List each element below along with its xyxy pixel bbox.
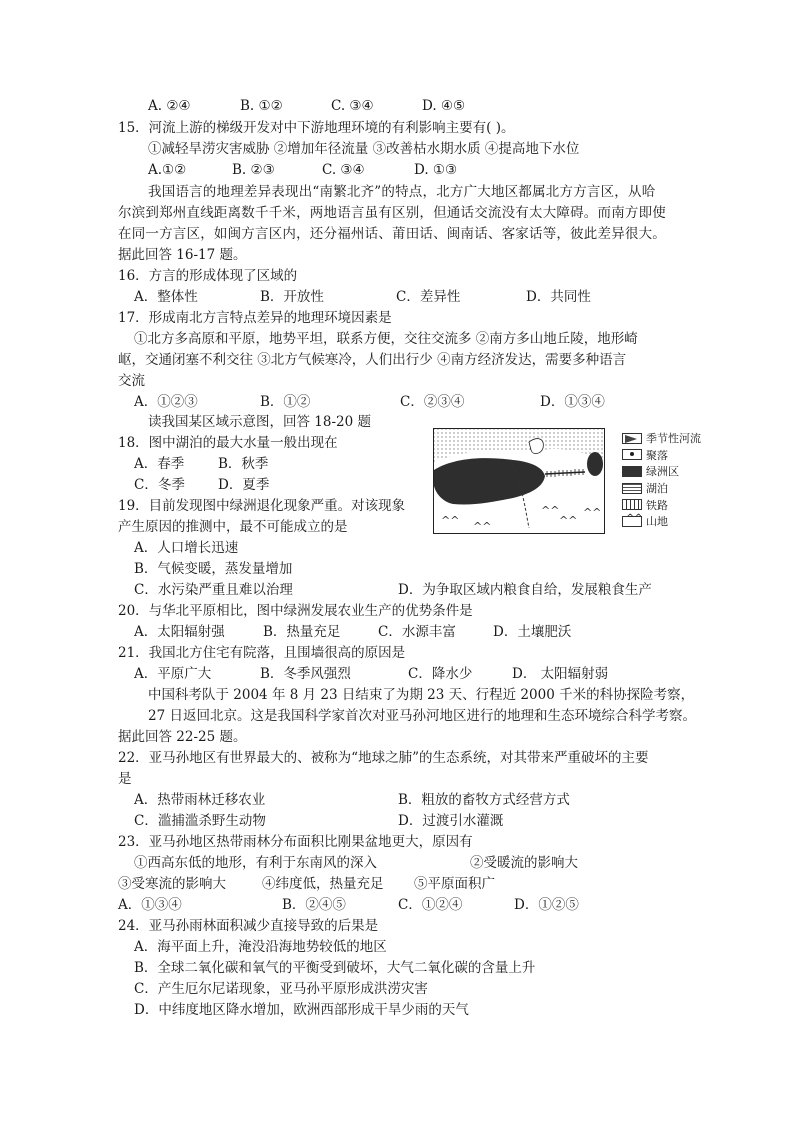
legend-item: [622, 513, 732, 530]
q15-option-a: A.①②: [148, 162, 187, 178]
q23-option-d: D．①②⑤: [514, 897, 579, 913]
q15-option-d: D. ①③: [414, 162, 458, 178]
town-icon: [622, 449, 642, 460]
q19-stem-line-1: 19．目前发现图中绿洲退化现象严重。对该现象: [118, 498, 406, 514]
q24-option-a: A．海平面上升，淹没沿海地势较低的地区: [134, 939, 387, 955]
q24-option-b: B．全球二氧化碳和氧气的平衡受到破坏，大气二氧化碳的含量上升: [134, 960, 536, 976]
passage1-line-2: 尔滨到郑州直线距离数千千米，两地语言虽有区别，但通话交流没有太大障碍。而南方即使: [118, 205, 666, 221]
passage1-line-4: 据此回答 16-17 题。: [118, 247, 247, 263]
q17-option-c: C．②③④: [400, 394, 465, 410]
q20-option-b: B．热量充足: [263, 624, 341, 640]
q14-option-d: D. ④⑤: [422, 98, 466, 114]
q22-option-c: C．滥捕滥杀野生动物: [134, 813, 266, 829]
q14-option-a: A. ②④: [148, 98, 191, 114]
map-intro: 读我国某区域示意图，回答 18-20 题: [148, 414, 372, 430]
q17-stem: 17．形成南北方言特点差异的地理环境因素是: [118, 310, 392, 326]
svg-text:^^: ^^: [541, 504, 560, 517]
q20-option-a: A．太阳辐射强: [134, 624, 225, 640]
q15-items: ①减轻旱涝灾害威胁 ②增加年径流量 ③改善枯水期水质 ④提高地下水位: [148, 141, 580, 157]
oasis-icon: [622, 466, 642, 477]
passage2-line-3: 据此回答 22-25 题。: [118, 729, 247, 745]
svg-text:^^: ^^: [583, 506, 602, 519]
q21-option-c: C．降水少: [408, 666, 473, 682]
q19-option-a: A．人口增长迅速: [134, 540, 239, 556]
legend-item: [622, 496, 732, 513]
q17-option-b: B．①②: [260, 394, 311, 410]
q22-option-d: D．过渡引水灌溉: [398, 813, 504, 829]
q17-line-1: ①北方多高原和平原，地势平坦，联系方便，交往交流多 ②南方多山地丘陵，地形崎: [134, 331, 638, 347]
q14-option-c: C. ③④: [331, 98, 374, 114]
river-icon: [622, 433, 642, 444]
q24-option-d: D．中纬度地区降水增加，欧洲西部形成干旱少雨的天气: [134, 1002, 469, 1018]
q20-option-d: D．土壤肥沃: [493, 624, 572, 640]
q16-option-c: C．差异性: [396, 289, 461, 305]
q23-item-5: ⑤平原面积广: [414, 876, 495, 892]
lake-shape: [529, 439, 543, 454]
q19-option-b: B．气候变暖，蒸发量增加: [134, 561, 293, 577]
q23-item-2: ②受暖流的影响大: [470, 855, 578, 871]
q24-option-c: C．产生厄尔尼诺现象，亚马孙平原形成洪涝灾害: [134, 981, 428, 997]
svg-text:^^: ^^: [559, 514, 578, 527]
passage2-line-1: 中国科考队于 2004 年 8 月 23 日结束了为期 23 天、行程近 2000 千米的科协探险考察，: [148, 687, 695, 703]
q16-option-d: D．共同性: [526, 289, 591, 305]
q24-stem: 24．亚马孙雨林面积减少直接导致的后果是: [118, 918, 379, 934]
passage1-line-1: 我国语言的地理差异表现出“南繁北齐”的特点，北方广大地区都属北方方言区，从哈: [148, 184, 656, 200]
q14-option-b: B. ①②: [240, 98, 283, 114]
q17-option-a: A．①②③: [134, 394, 198, 410]
q23-item-4: ④纬度低，热量充足: [262, 876, 384, 892]
region-map: [433, 428, 605, 534]
q22-stem-line-1: 22．亚马孙地区有世界最大的、被称为“地球之肺”的生态系统，对其带来严重破坏的主要: [118, 750, 649, 766]
q18-option-a: A．春季: [134, 456, 185, 472]
q18-option-b: B．秋季: [218, 456, 269, 472]
q16-option-b: B．开放性: [260, 289, 324, 305]
q17-line-3: 交流: [118, 373, 145, 389]
q16-stem: 16．方言的形成体现了区域的: [118, 268, 298, 284]
q21-stem: 21．我国北方住宅有院落，且围墙很高的原因是: [118, 645, 406, 661]
q21-option-b: B．冬季风强烈: [260, 666, 351, 682]
legend-item: [622, 447, 732, 464]
q22-stem-line-2: 是: [118, 771, 132, 787]
q22-option-b: B．粗放的畜牧方式经营方式: [398, 792, 570, 808]
legend-label: 聚落: [646, 448, 668, 462]
q23-option-b: B．②④⑤: [282, 897, 346, 913]
q19-option-c: C．水污染严重且难以治理: [134, 582, 293, 598]
legend-label: 季节性河流: [646, 432, 701, 446]
q23-option-c: C．①②④: [398, 897, 463, 913]
q21-option-d: D． 太阳辐射弱: [512, 666, 609, 682]
legend-item: [622, 430, 732, 447]
q16-option-a: A．整体性: [134, 289, 198, 305]
lake-icon: [622, 483, 642, 494]
legend-item: [622, 480, 732, 497]
mountain-icon: [622, 516, 642, 527]
q19-option-d: D．为争取区域内粮食自给，发展粮食生产: [398, 582, 652, 598]
q20-option-c: C．水源丰富: [378, 624, 456, 640]
q20-stem: 20．与华北平原相比，图中绿洲发展农业生产的优势条件是: [118, 603, 473, 619]
q17-option-d: D．①③④: [540, 394, 605, 410]
svg-text:^^: ^^: [473, 520, 492, 533]
q23-stem: 23．亚马孙地区热带雨林分布面积比刚果盆地更大，原因有: [118, 834, 473, 850]
q17-line-2: 岖，交通闭塞不利交往 ③北方气候寒冷，人们出行少 ④南方经济发达，需要多种语言: [118, 352, 627, 368]
passage1-line-3: 在同一方言区，如闽方言区内，还分福州话、莆田话、闽南话、客家话等，彼此差异很大。: [118, 226, 666, 242]
q22-option-a: A．热带雨林迁移农业: [134, 792, 266, 808]
railway-icon: [622, 499, 642, 510]
q23-option-a: A．①③④: [118, 897, 182, 913]
q15-option-c: C. ③④: [322, 162, 365, 178]
q19-stem-line-2: 产生原因的推测中，最不可能成立的是: [118, 519, 348, 535]
q18-option-d: D．夏季: [218, 477, 270, 493]
q23-item-1: ①西高东低的地形，有利于东南风的深入: [134, 855, 377, 871]
map-legend: [622, 430, 732, 530]
q15-stem: 15．河流上游的梯级开发对中下游地理环境的有利影响主要有( )。: [118, 120, 515, 136]
legend-label: 山地: [646, 515, 668, 529]
q18-stem: 18．图中湖泊的最大水量一般出现在: [118, 435, 338, 451]
oasis-east: [587, 452, 603, 476]
svg-text:^^: ^^: [441, 514, 460, 527]
passage2-line-2: 27 日返回北京。这是我国科学家首次对亚马孙河地区进行的地理和生态环境综合科学考察。: [148, 708, 696, 724]
q18-option-c: C．冬季: [134, 477, 185, 493]
legend-label: 湖泊: [646, 482, 668, 496]
legend-label: 绿洲区: [646, 465, 679, 479]
legend-label: 铁路: [646, 498, 668, 512]
q15-option-b: B. ②③: [232, 162, 275, 178]
legend-item: [622, 463, 732, 480]
q23-item-3: ③受寒流的影响大: [118, 876, 226, 892]
q21-option-a: A．平原广大: [134, 666, 212, 682]
